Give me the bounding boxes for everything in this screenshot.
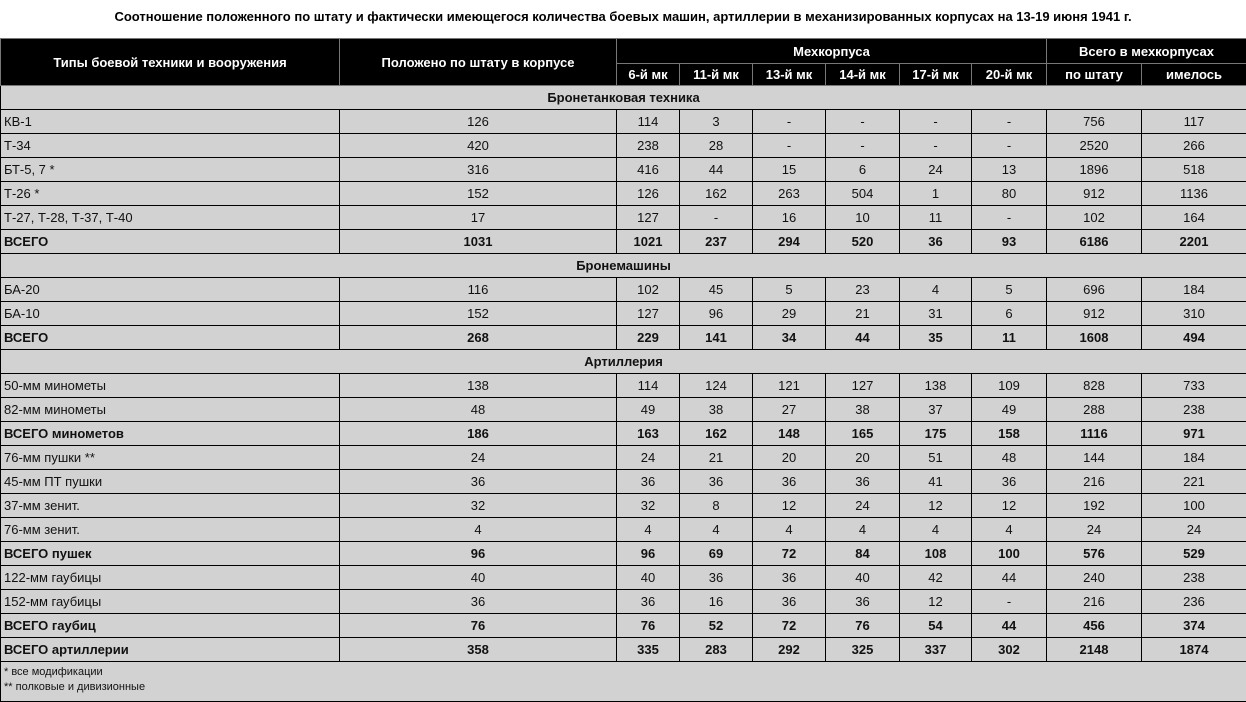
table-title: Соотношение положенного по штату и фактически имеющегося количества боевых машин, артиллерии в механизированных корпусах на 13-19 июня 1941 г. — [114, 9, 1132, 24]
table-cell: 238 — [617, 134, 680, 158]
table-cell: 337 — [900, 638, 972, 662]
table-cell: 76 — [617, 614, 680, 638]
table-cell: 238 — [1142, 398, 1246, 422]
table-cell: 96 — [340, 542, 617, 566]
table-row — [1, 494, 1246, 518]
table-cell: 4 — [826, 518, 900, 542]
footnote: ** полковые и дивизионные — [4, 681, 146, 693]
table-cell: 20 — [826, 446, 900, 470]
table-cell: 6 — [826, 158, 900, 182]
table-cell: 912 — [1047, 302, 1142, 326]
table-cell: 17 — [340, 206, 617, 230]
row-label: 82-мм минометы — [1, 398, 340, 422]
table-cell: 11 — [972, 326, 1047, 350]
table-cell: 109 — [972, 374, 1047, 398]
table-row — [1, 590, 1246, 614]
table-cell: 76 — [340, 614, 617, 638]
table-cell: 21 — [680, 446, 753, 470]
table-cell: 48 — [972, 446, 1047, 470]
row-label: БА-10 — [1, 302, 340, 326]
table-cell: 23 — [826, 278, 900, 302]
table-cell: 164 — [1142, 206, 1246, 230]
row-label: ВСЕГО — [1, 326, 340, 350]
table-row — [1, 374, 1246, 398]
table-cell: 1136 — [1142, 182, 1246, 206]
table-cell: 20 — [753, 446, 826, 470]
table-cell: 162 — [680, 422, 753, 446]
row-label: 152-мм гаубицы — [1, 590, 340, 614]
row-label: ВСЕГО пушек — [1, 542, 340, 566]
table-body — [1, 86, 1246, 702]
header-corps: 11-й мк — [680, 64, 753, 86]
table-cell: 24 — [826, 494, 900, 518]
table-cell: 216 — [1047, 590, 1142, 614]
table-cell: 529 — [1142, 542, 1246, 566]
table-cell: 288 — [1047, 398, 1142, 422]
table-cell: 48 — [340, 398, 617, 422]
table-cell: - — [900, 110, 972, 134]
table-cell: 520 — [826, 230, 900, 254]
table-cell: - — [753, 110, 826, 134]
table-cell: 5 — [753, 278, 826, 302]
table-cell: 518 — [1142, 158, 1246, 182]
table-cell: 36 — [753, 590, 826, 614]
table-cell: 1116 — [1047, 422, 1142, 446]
table-cell: 114 — [617, 110, 680, 134]
table-cell: 268 — [340, 326, 617, 350]
table-row — [1, 206, 1246, 230]
table-cell: 263 — [753, 182, 826, 206]
total-row — [1, 326, 1246, 350]
table-cell: 756 — [1047, 110, 1142, 134]
table-cell: 116 — [340, 278, 617, 302]
table-cell: 971 — [1142, 422, 1246, 446]
table-cell: 912 — [1047, 182, 1142, 206]
table-cell: 24 — [340, 446, 617, 470]
header-staff: Положено по штату в корпусе — [340, 39, 617, 86]
table-cell: 100 — [972, 542, 1047, 566]
table-cell: 36 — [826, 470, 900, 494]
data-table — [0, 38, 1246, 702]
row-label: Т-34 — [1, 134, 340, 158]
row-label: ВСЕГО — [1, 230, 340, 254]
table-cell: 27 — [753, 398, 826, 422]
table-cell: 49 — [972, 398, 1047, 422]
table-cell: 1874 — [1142, 638, 1246, 662]
table-cell: - — [826, 134, 900, 158]
row-label: КВ-1 — [1, 110, 340, 134]
table-cell: 4 — [972, 518, 1047, 542]
table-cell: 36 — [340, 470, 617, 494]
table-cell: 44 — [826, 326, 900, 350]
table-row — [1, 518, 1246, 542]
table-cell: 696 — [1047, 278, 1142, 302]
header-corps: 6-й мк — [617, 64, 680, 86]
table-cell: 117 — [1142, 110, 1246, 134]
table-cell: 127 — [617, 206, 680, 230]
table-row — [1, 134, 1246, 158]
table-cell: 221 — [1142, 470, 1246, 494]
table-cell: 32 — [340, 494, 617, 518]
header-corps: 14-й мк — [826, 64, 900, 86]
table-cell: 40 — [340, 566, 617, 590]
row-label: Т-26 * — [1, 182, 340, 206]
table-cell: 163 — [617, 422, 680, 446]
table-cell: 102 — [1047, 206, 1142, 230]
table-cell: 4 — [617, 518, 680, 542]
section-header-row — [1, 254, 1246, 278]
table-cell: 34 — [753, 326, 826, 350]
table-cell: 2520 — [1047, 134, 1142, 158]
section-header-row — [1, 86, 1246, 110]
row-label: 122-мм гаубицы — [1, 566, 340, 590]
table-cell: 494 — [1142, 326, 1246, 350]
table-cell: 733 — [1142, 374, 1246, 398]
table-cell: 108 — [900, 542, 972, 566]
table-cell: 416 — [617, 158, 680, 182]
table-cell: 138 — [340, 374, 617, 398]
table-cell: 121 — [753, 374, 826, 398]
table-cell: 40 — [826, 566, 900, 590]
header-type: Типы боевой техники и вооружения — [1, 39, 340, 86]
table-row — [1, 158, 1246, 182]
table-cell: 4 — [900, 518, 972, 542]
table-cell: 4 — [680, 518, 753, 542]
table-cell: 192 — [1047, 494, 1142, 518]
table-cell: 12 — [900, 494, 972, 518]
table-cell: 2201 — [1142, 230, 1246, 254]
header-total-staff: по штату — [1047, 64, 1142, 86]
table-cell: 35 — [900, 326, 972, 350]
table-cell: 10 — [826, 206, 900, 230]
table-row — [1, 398, 1246, 422]
table-cell: 36 — [680, 566, 753, 590]
table-cell: 2148 — [1047, 638, 1142, 662]
table-cell: 504 — [826, 182, 900, 206]
table-cell: - — [826, 110, 900, 134]
table-cell: 126 — [340, 110, 617, 134]
table-cell: 24 — [617, 446, 680, 470]
table-cell: 240 — [1047, 566, 1142, 590]
table-cell: 302 — [972, 638, 1047, 662]
table-cell: 45 — [680, 278, 753, 302]
header-corps: 17-й мк — [900, 64, 972, 86]
footnotes-row — [1, 662, 1246, 702]
header-total-actual: имелось — [1142, 64, 1246, 86]
table-cell: 24 — [900, 158, 972, 182]
table-cell: 184 — [1142, 446, 1246, 470]
table-cell: 456 — [1047, 614, 1142, 638]
table-cell: 12 — [900, 590, 972, 614]
table-cell: - — [972, 134, 1047, 158]
table-cell: 124 — [680, 374, 753, 398]
table-cell: - — [972, 206, 1047, 230]
table-cell: 49 — [617, 398, 680, 422]
row-label: 37-мм зенит. — [1, 494, 340, 518]
table-cell: 96 — [680, 302, 753, 326]
header-corps: 13-й мк — [753, 64, 826, 86]
table-cell: 144 — [1047, 446, 1142, 470]
total-row — [1, 638, 1246, 662]
table-cell: 294 — [753, 230, 826, 254]
table-cell: 4 — [340, 518, 617, 542]
table-cell: 36 — [753, 470, 826, 494]
table-cell: 374 — [1142, 614, 1246, 638]
table-cell: 1608 — [1047, 326, 1142, 350]
table-cell: 72 — [753, 542, 826, 566]
table-row — [1, 566, 1246, 590]
table-cell: 31 — [900, 302, 972, 326]
table-cell: 21 — [826, 302, 900, 326]
row-label: Т-27, Т-28, Т-37, Т-40 — [1, 206, 340, 230]
total-row — [1, 542, 1246, 566]
table-cell: 54 — [900, 614, 972, 638]
table-cell: 44 — [972, 566, 1047, 590]
table-cell: 16 — [680, 590, 753, 614]
section-title: Бронемашины — [1, 254, 1246, 278]
table-cell: 93 — [972, 230, 1047, 254]
table-cell: 266 — [1142, 134, 1246, 158]
table-cell: 36 — [617, 470, 680, 494]
total-row — [1, 614, 1246, 638]
table-cell: 36 — [680, 470, 753, 494]
table-cell: 32 — [617, 494, 680, 518]
table-cell: 316 — [340, 158, 617, 182]
table-row — [1, 182, 1246, 206]
table-cell: 8 — [680, 494, 753, 518]
table-cell: 152 — [340, 302, 617, 326]
table-cell: 13 — [972, 158, 1047, 182]
table-cell: 138 — [900, 374, 972, 398]
table-cell: 80 — [972, 182, 1047, 206]
table-cell: 310 — [1142, 302, 1246, 326]
table-row — [1, 302, 1246, 326]
table-cell: 3 — [680, 110, 753, 134]
table-cell: 576 — [1047, 542, 1142, 566]
table-cell: 127 — [617, 302, 680, 326]
table-cell: - — [680, 206, 753, 230]
table-cell: 237 — [680, 230, 753, 254]
table-cell: 44 — [680, 158, 753, 182]
table-cell: 76 — [826, 614, 900, 638]
table-cell: 36 — [340, 590, 617, 614]
table-cell: 127 — [826, 374, 900, 398]
table-cell: 4 — [900, 278, 972, 302]
table-cell: 42 — [900, 566, 972, 590]
table-cell: 420 — [340, 134, 617, 158]
table-cell: 152 — [340, 182, 617, 206]
row-label: 76-мм зенит. — [1, 518, 340, 542]
table-cell: 1021 — [617, 230, 680, 254]
table-cell: 6 — [972, 302, 1047, 326]
table-cell: 335 — [617, 638, 680, 662]
table-cell: 358 — [340, 638, 617, 662]
table-row — [1, 278, 1246, 302]
table-cell: 4 — [753, 518, 826, 542]
table-cell: 1031 — [340, 230, 617, 254]
table-cell: 28 — [680, 134, 753, 158]
table-cell: - — [900, 134, 972, 158]
table-cell: 38 — [680, 398, 753, 422]
table-cell: 36 — [617, 590, 680, 614]
table-cell: 29 — [753, 302, 826, 326]
row-label: ВСЕГО гаубиц — [1, 614, 340, 638]
table-cell: 6186 — [1047, 230, 1142, 254]
row-label: 76-мм пушки ** — [1, 446, 340, 470]
table-cell: 36 — [972, 470, 1047, 494]
table-cell: 283 — [680, 638, 753, 662]
table-cell: 141 — [680, 326, 753, 350]
table-cell: 165 — [826, 422, 900, 446]
table-cell: 325 — [826, 638, 900, 662]
table-cell: 36 — [826, 590, 900, 614]
table-cell: 1 — [900, 182, 972, 206]
table-cell: 158 — [972, 422, 1047, 446]
header-corps-group: Мехкорпуса — [617, 39, 1047, 64]
total-row — [1, 422, 1246, 446]
table-cell: 84 — [826, 542, 900, 566]
table-cell: 38 — [826, 398, 900, 422]
table-cell: 37 — [900, 398, 972, 422]
table-cell: 216 — [1047, 470, 1142, 494]
table-cell: 100 — [1142, 494, 1246, 518]
table-cell: 69 — [680, 542, 753, 566]
table-cell: 44 — [972, 614, 1047, 638]
table-cell: 11 — [900, 206, 972, 230]
table-cell: 175 — [900, 422, 972, 446]
table-cell: 186 — [340, 422, 617, 446]
row-label: БА-20 — [1, 278, 340, 302]
footnote: * все модификации — [4, 666, 103, 678]
table-cell: 1896 — [1047, 158, 1142, 182]
table-cell: 24 — [1047, 518, 1142, 542]
table-cell: 12 — [972, 494, 1047, 518]
table-cell: 41 — [900, 470, 972, 494]
table-cell: 828 — [1047, 374, 1142, 398]
table-cell: 102 — [617, 278, 680, 302]
table-cell: 148 — [753, 422, 826, 446]
table-row — [1, 110, 1246, 134]
table-cell: 5 — [972, 278, 1047, 302]
table-cell: 12 — [753, 494, 826, 518]
section-title: Бронетанковая техника — [1, 86, 1246, 110]
table-row — [1, 446, 1246, 470]
table-cell: 229 — [617, 326, 680, 350]
table-cell: 292 — [753, 638, 826, 662]
row-label: 45-мм ПТ пушки — [1, 470, 340, 494]
table-cell: 162 — [680, 182, 753, 206]
table-cell: 36 — [753, 566, 826, 590]
table-cell: 40 — [617, 566, 680, 590]
table-cell: - — [972, 110, 1047, 134]
table-cell: 52 — [680, 614, 753, 638]
table-cell: 126 — [617, 182, 680, 206]
table-cell: 114 — [617, 374, 680, 398]
table-cell: 184 — [1142, 278, 1246, 302]
row-label: БТ-5, 7 * — [1, 158, 340, 182]
table-cell: 238 — [1142, 566, 1246, 590]
row-label: 50-мм минометы — [1, 374, 340, 398]
section-title: Артиллерия — [1, 350, 1246, 374]
table-cell: 24 — [1142, 518, 1246, 542]
table-cell: - — [972, 590, 1047, 614]
row-label: ВСЕГО артиллерии — [1, 638, 340, 662]
header-corps: 20-й мк — [972, 64, 1047, 86]
table-cell: 15 — [753, 158, 826, 182]
table-row — [1, 470, 1246, 494]
total-row — [1, 230, 1246, 254]
table-cell: 72 — [753, 614, 826, 638]
table-cell: 16 — [753, 206, 826, 230]
header-total-group: Всего в мехкорпусах — [1047, 39, 1246, 64]
table-cell: 96 — [617, 542, 680, 566]
table-header — [1, 39, 1246, 86]
section-header-row — [1, 350, 1246, 374]
table-cell: - — [753, 134, 826, 158]
table-cell: 51 — [900, 446, 972, 470]
table-cell: 236 — [1142, 590, 1246, 614]
footnotes — [1, 662, 1246, 702]
row-label: ВСЕГО минометов — [1, 422, 340, 446]
table-cell: 36 — [900, 230, 972, 254]
